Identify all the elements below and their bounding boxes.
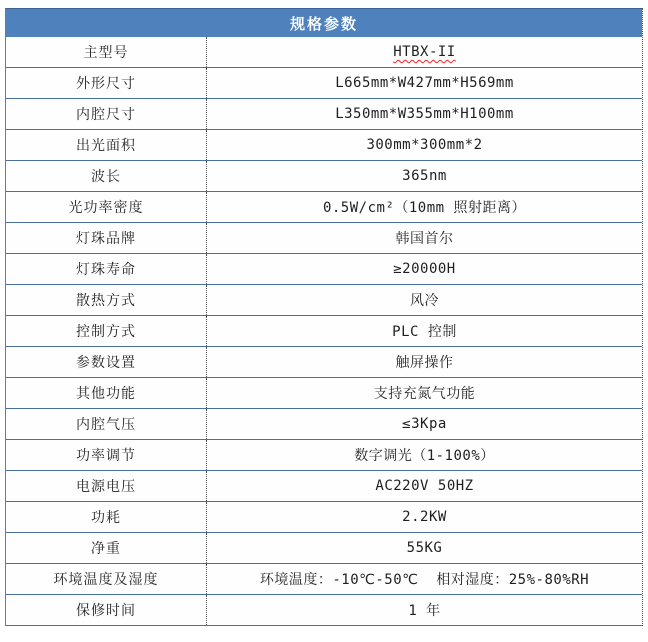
spec-label-cell: [6, 378, 206, 408]
spec-label-text: 光功率密度: [68, 200, 144, 216]
spec-label-cell: [6, 254, 206, 284]
spec-label-cell: [6, 99, 206, 129]
spec-row: [6, 471, 642, 502]
spec-label-text: 电源电压: [76, 479, 136, 495]
spec-label-cell: [6, 347, 206, 377]
spec-label-text: 内腔尺寸: [76, 107, 136, 123]
spec-label-text: 外形尺寸: [76, 76, 136, 92]
spec-value-cell: [206, 223, 642, 253]
spec-label-cell: [6, 223, 206, 253]
spec-label-cell: [6, 471, 206, 501]
spec-label-cell: [6, 161, 206, 191]
spec-value-cell: [206, 68, 642, 98]
spec-row: [6, 378, 642, 409]
spec-table: [5, 8, 643, 626]
spec-value-text: 55KG: [406, 540, 443, 556]
spec-value-cell: [206, 595, 642, 625]
spec-value-cell: [206, 37, 642, 67]
spec-label-text: 波长: [91, 169, 121, 185]
spec-label-text: 保修时间: [76, 603, 136, 619]
spec-label-cell: [6, 130, 206, 160]
spec-label-cell: [6, 409, 206, 439]
spec-value-text: 1 年: [408, 603, 441, 619]
spec-row: [6, 440, 642, 471]
spec-row: [6, 502, 642, 533]
spec-row: [6, 316, 642, 347]
spec-label-text: 灯珠品牌: [76, 231, 136, 247]
spec-value-text: ≥20000H: [393, 261, 456, 277]
spec-value-cell: [206, 316, 642, 346]
spec-value-text: PLC 控制: [392, 324, 457, 340]
spec-row: [6, 564, 642, 595]
spec-rows: [6, 37, 642, 626]
spec-label-cell: [6, 440, 206, 470]
spec-value-text: 韩国首尔: [395, 231, 454, 247]
spec-value-cell: [206, 471, 642, 501]
spec-value-text: ≤3Kpa: [402, 416, 447, 432]
spec-row: [6, 254, 642, 285]
spec-value-text: 风冷: [410, 293, 439, 309]
spec-label-text: 参数设置: [76, 355, 136, 371]
spec-value-cell: [206, 192, 642, 222]
spec-label-cell: [6, 316, 206, 346]
spec-value-text: 环境温度：-10℃-50℃ 相对湿度：25%-80%RH: [259, 572, 590, 588]
spec-value-text: 数字调光（1-100%）: [354, 448, 495, 464]
spec-label-text: 灯珠寿命: [76, 262, 136, 278]
spec-value-cell: [206, 254, 642, 284]
spec-value-text: 0.5W/cm²（10mm 照射距离）: [322, 200, 527, 216]
spec-value-text: 触屏操作: [395, 355, 454, 371]
spec-value-cell: [206, 347, 642, 377]
spec-value-text: HTBX-II: [393, 44, 456, 60]
spec-row: [6, 130, 642, 161]
spec-value-text: 300mm*300mm*2: [366, 137, 483, 153]
spec-value-text: AC220V 50HZ: [375, 478, 474, 494]
spec-value-cell: [206, 409, 642, 439]
spec-label-text: 出光面积: [76, 138, 136, 154]
spec-row: [6, 285, 642, 316]
spec-label-cell: [6, 192, 206, 222]
spec-label-text: 内腔气压: [76, 417, 136, 433]
spec-value-cell: [206, 378, 642, 408]
spec-value-cell: [206, 440, 642, 470]
spec-row: [6, 223, 642, 254]
spec-label-text: 主型号: [83, 45, 129, 61]
spec-row: [6, 37, 642, 68]
spec-label-text: 其他功能: [76, 386, 136, 402]
spec-label-text: 散热方式: [76, 293, 136, 309]
spec-label-text: 净重: [91, 541, 121, 557]
spec-value-cell: [206, 99, 642, 129]
spec-value-cell: [206, 533, 642, 563]
spec-label-text: 功率调节: [76, 448, 136, 464]
spec-label-cell: [6, 533, 206, 563]
spec-row: [6, 409, 642, 440]
spec-row: [6, 533, 642, 564]
spec-label-cell: [6, 68, 206, 98]
spec-value-cell: [206, 502, 642, 532]
spec-label-cell: [6, 502, 206, 532]
table-title: 规格参数: [6, 9, 642, 37]
spec-value-text: L665mm*W427mm*H569mm: [335, 75, 514, 91]
spec-row: [6, 595, 642, 626]
spec-label-cell: [6, 595, 206, 625]
spec-row: [6, 99, 642, 130]
spec-label-text: 功耗: [91, 510, 121, 526]
spec-label-text: 控制方式: [76, 324, 136, 340]
spec-value-text: 365nm: [402, 168, 447, 184]
spec-value-cell: [206, 130, 642, 160]
spec-label-cell: [6, 37, 206, 67]
spec-value-cell: [206, 285, 642, 315]
spec-row: [6, 68, 642, 99]
spec-value-text: 支持充氮气功能: [373, 386, 476, 402]
spec-value-cell: [206, 161, 642, 191]
spec-label-cell: [6, 564, 206, 594]
spec-label-cell: [6, 285, 206, 315]
spec-value-cell: [206, 564, 642, 594]
spec-row: [6, 192, 642, 223]
spec-value-text: 2.2KW: [402, 509, 447, 525]
spec-row: [6, 347, 642, 378]
spec-row: [6, 161, 642, 192]
spec-label-text: 环境温度及湿度: [53, 572, 159, 588]
spec-value-text: L350mm*W355mm*H100mm: [335, 106, 514, 122]
